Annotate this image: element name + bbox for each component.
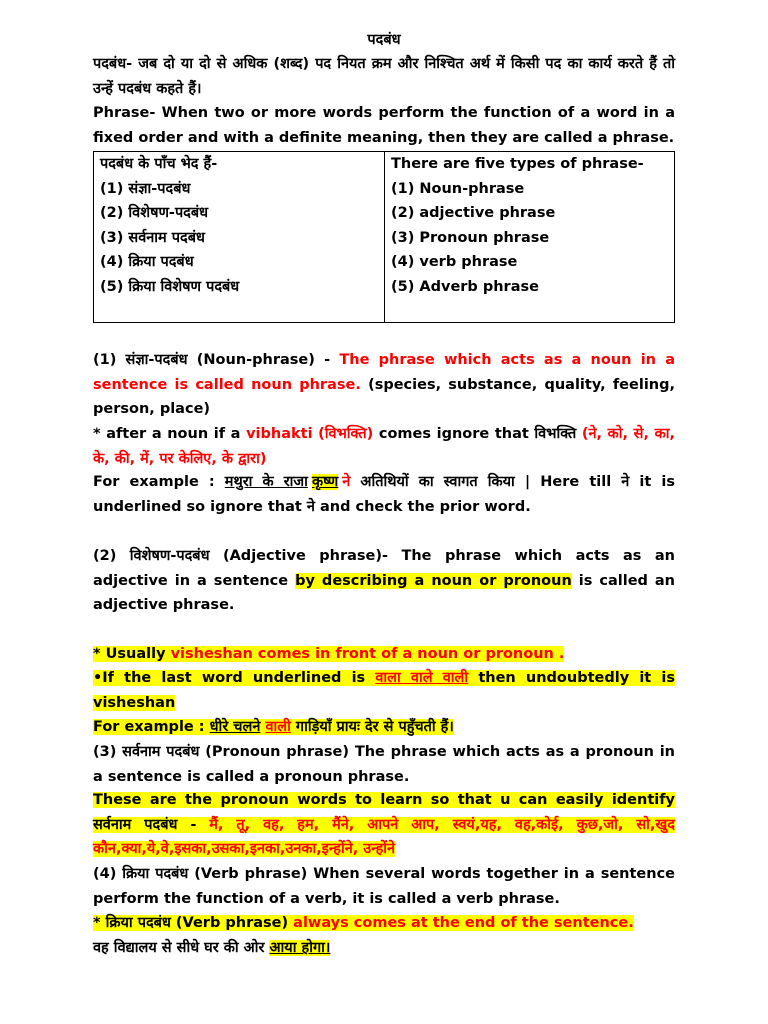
hindi-types-cell xyxy=(94,152,385,323)
adjective-example-highlight xyxy=(93,719,454,735)
adjective-phrase-rest: is called an adjective phrase. xyxy=(93,572,676,613)
pronoun-words: मैं, तू, वह, हम, मैंने, आपने आप, स्वयं,यह, वह,कोई, कुछ,जो, सो,खुद कौन,क्या,ये,वे,इसका,उसका,इनका,उनका,इन्होंने, उन्होंने xyxy=(93,816,675,857)
hindi-type-item: (4) क्रिया पदबंध xyxy=(100,254,194,270)
vibhakti-bullet-text: comes ignore that विभक्ति xyxy=(373,426,582,442)
example-verb-phrase: आया होगा। xyxy=(269,940,331,956)
example-vibhakti: ने xyxy=(342,474,351,490)
noun-phrase-examples: (species, substance, quality, feeling, person, place) xyxy=(93,376,675,417)
adjective-phrase-highlight: by describing a noun or pronoun xyxy=(295,572,572,589)
example-highlighted-noun: कृष्ण xyxy=(311,474,339,490)
pronoun-words-highlight xyxy=(93,792,675,857)
vibhakti-bullet xyxy=(93,422,675,471)
example-text: गाड़ियाँ प्रायः देर से पहुँचती हैं। xyxy=(290,719,454,735)
noun-phrase-heading: (1) संज्ञा-पदबंध (Noun-phrase) - xyxy=(93,352,340,368)
hindi-type-item: (2) विशेषण-पदबंध xyxy=(100,205,209,221)
wala-bullet-text: then undoubtedly it is visheshan xyxy=(93,670,675,711)
english-type-item: (5) Adverb phrase xyxy=(391,278,539,295)
pronoun-words-intro: These are the pronoun words to learn so that u can easily identify सर्वनाम पदबंध - xyxy=(93,792,675,833)
pronoun-words-list xyxy=(93,788,675,862)
noun-phrase-definition-red: The phrase which acts as a noun in a sentence is called noun phrase. xyxy=(93,352,675,393)
verb-phrase-bullet xyxy=(93,911,675,936)
visheshan-bullet xyxy=(93,642,675,667)
adjective-phrase-definition xyxy=(93,544,675,618)
hindi-type-item: (3) सर्वनाम पदबंध xyxy=(100,229,205,246)
pronoun-phrase-definition: (3) सर्वनाम पदबंध (Pronoun phrase) The phrase which acts as a pronoun in a sentence is called a pronoun phrase. xyxy=(93,744,675,785)
verb-phrase-bullet-red: always comes at the end of the sentence. xyxy=(293,915,634,931)
adjective-example xyxy=(93,715,675,740)
example-text: अतिथियों का स्वागत किया | Here till ने it is underlined so ignore that ने and check the prior word. xyxy=(93,474,675,515)
visheshan-bullet-text: * Usually xyxy=(93,646,171,662)
example-wali: वाली xyxy=(265,719,291,735)
wala-bullet-highlight xyxy=(93,670,675,711)
example-label: For example : xyxy=(93,474,225,490)
wala-bullet-text: •If the last word underlined is xyxy=(93,670,376,686)
visheshan-bullet-red: visheshan comes in front of a noun or pronoun . xyxy=(170,646,565,662)
hindi-types-header: पदबंध के पाँच भेद हैं- xyxy=(100,156,218,172)
english-type-item: (2) adjective phrase xyxy=(391,205,556,221)
english-type-item: (1) Noun-phrase xyxy=(391,180,525,197)
noun-phrase-definition xyxy=(93,348,675,422)
verb-phrase-example xyxy=(93,936,675,961)
verb-phrase-bullet-highlight xyxy=(93,915,634,931)
example-text: वह विद्यालय से सीधे घर की ओर xyxy=(93,940,270,956)
vibhakti-term: vibhakti (विभक्ति) xyxy=(246,426,374,442)
wala-words: वाला वाले वाली xyxy=(375,670,469,686)
example-underlined-phrase: मथुरा के राजा xyxy=(224,474,308,490)
english-types-cell xyxy=(385,152,675,323)
example-underlined-phrase: धीरे चलने xyxy=(209,719,261,735)
english-types-header: There are five types of phrase- xyxy=(391,156,644,172)
english-type-item: (4) verb phrase xyxy=(391,254,518,270)
vibhakti-list: (ने, को, से, का, के, की, में, पर केलिए, के द्वारा) xyxy=(93,426,676,467)
definition-english: Phrase- When two or more words perform the function of a word in a fixed order and with a definite meaning, then they are called a phrase. xyxy=(93,105,675,146)
example-label: For example : xyxy=(93,719,210,735)
wala-bullet xyxy=(93,666,675,715)
noun-phrase-example xyxy=(93,470,675,519)
page-title: पदबंध xyxy=(367,32,401,48)
visheshan-bullet-highlight xyxy=(93,646,564,662)
verb-phrase-bullet-text: * क्रिया पदबंध (Verb phrase) xyxy=(93,915,294,931)
definition-hindi: पदबंध- जब दो या दो से अधिक (शब्द) पद नियत क्रम और निश्चित अर्थ में किसी पद का कार्य करते हैं तो उन्हें पदबंध कहते हैं। xyxy=(93,56,675,97)
vibhakti-bullet-text: * after a noun if a xyxy=(93,426,247,442)
hindi-type-item: (5) क्रिया विशेषण पदबंध xyxy=(100,278,240,295)
verb-phrase-definition: (4) क्रिया पदबंध (Verb phrase) When several words together in a sentence perform the function of a verb, it is called a verb phrase. xyxy=(93,866,675,907)
hindi-type-item: (1) संज्ञा-पदबंध xyxy=(100,180,191,197)
adjective-phrase-heading: (2) विशेषण-पदबंध (Adjective phrase)- The phrase which acts as an adjective in a sentence xyxy=(93,548,675,589)
phrase-types-table xyxy=(93,151,675,323)
english-type-item: (3) Pronoun phrase xyxy=(391,229,550,246)
